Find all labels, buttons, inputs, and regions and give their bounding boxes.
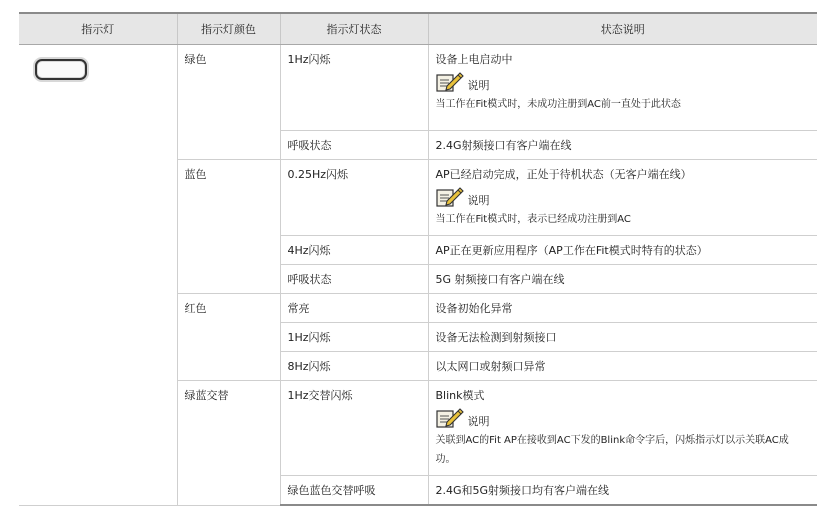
table-header-row bbox=[19, 13, 817, 45]
note-label: 说明 bbox=[467, 79, 490, 92]
state-cell: 0.25Hz闪烁 bbox=[280, 160, 428, 236]
note-label: 说明 bbox=[467, 415, 490, 428]
header-indicator: 指示灯 bbox=[19, 13, 177, 45]
state-cell: 1Hz闪烁 bbox=[280, 45, 428, 131]
state-cell: 呼吸状态 bbox=[280, 265, 428, 294]
led-status-table bbox=[19, 12, 817, 506]
note-text: 当工作在Fit模式时，表示已经成功注册到AC bbox=[435, 214, 631, 225]
color-cell: 绿色 bbox=[177, 45, 280, 160]
note-label: 说明 bbox=[467, 194, 490, 207]
table-row bbox=[19, 45, 817, 131]
description-cell: 设备初始化异常 bbox=[428, 294, 817, 323]
note-pencil-icon bbox=[436, 186, 464, 208]
header-color: 指示灯颜色 bbox=[177, 13, 280, 45]
description-text: AP已经启动完成，正处于待机状态（无客户端在线） bbox=[435, 168, 692, 181]
description-cell: 2.4G和5G射频接口均有客户端在线 bbox=[428, 476, 817, 506]
description-cell bbox=[428, 45, 817, 131]
description-cell bbox=[428, 381, 817, 476]
color-cell: 蓝色 bbox=[177, 160, 280, 294]
note-text: 当工作在Fit模式时，未成功注册到AC前一直处于此状态 bbox=[435, 99, 681, 110]
note-header bbox=[436, 71, 818, 93]
header-state: 指示灯状态 bbox=[280, 13, 428, 45]
description-cell: 2.4G射频接口有客户端在线 bbox=[428, 131, 817, 160]
description-text: 设备上电启动中 bbox=[435, 53, 513, 66]
indicator-cell bbox=[19, 45, 177, 506]
note-text: 关联到AC的Fit AP在接收到AC下发的Blink命令字后，闪烁指示灯以示关联AC成功。 bbox=[435, 435, 789, 465]
color-cell: 红色 bbox=[177, 294, 280, 381]
state-cell: 绿色蓝色交替呼吸 bbox=[280, 476, 428, 506]
description-text: Blink模式 bbox=[435, 389, 485, 402]
state-cell: 8Hz闪烁 bbox=[280, 352, 428, 381]
note-header bbox=[436, 407, 818, 429]
description-cell: 以太网口或射频口异常 bbox=[428, 352, 817, 381]
state-cell: 4Hz闪烁 bbox=[280, 236, 428, 265]
led-indicator-icon bbox=[35, 59, 87, 80]
color-cell: 绿蓝交替 bbox=[177, 381, 280, 506]
state-cell: 1Hz闪烁 bbox=[280, 323, 428, 352]
state-cell: 呼吸状态 bbox=[280, 131, 428, 160]
description-cell: 设备无法检测到射频接口 bbox=[428, 323, 817, 352]
description-cell bbox=[428, 160, 817, 236]
header-description: 状态说明 bbox=[428, 13, 817, 45]
state-cell: 1Hz交替闪烁 bbox=[280, 381, 428, 476]
description-cell: AP正在更新应用程序（AP工作在Fit模式时特有的状态） bbox=[428, 236, 817, 265]
description-cell: 5G 射频接口有客户端在线 bbox=[428, 265, 817, 294]
note-header bbox=[436, 186, 818, 208]
state-cell: 常亮 bbox=[280, 294, 428, 323]
note-pencil-icon bbox=[436, 71, 464, 93]
note-pencil-icon bbox=[436, 407, 464, 429]
